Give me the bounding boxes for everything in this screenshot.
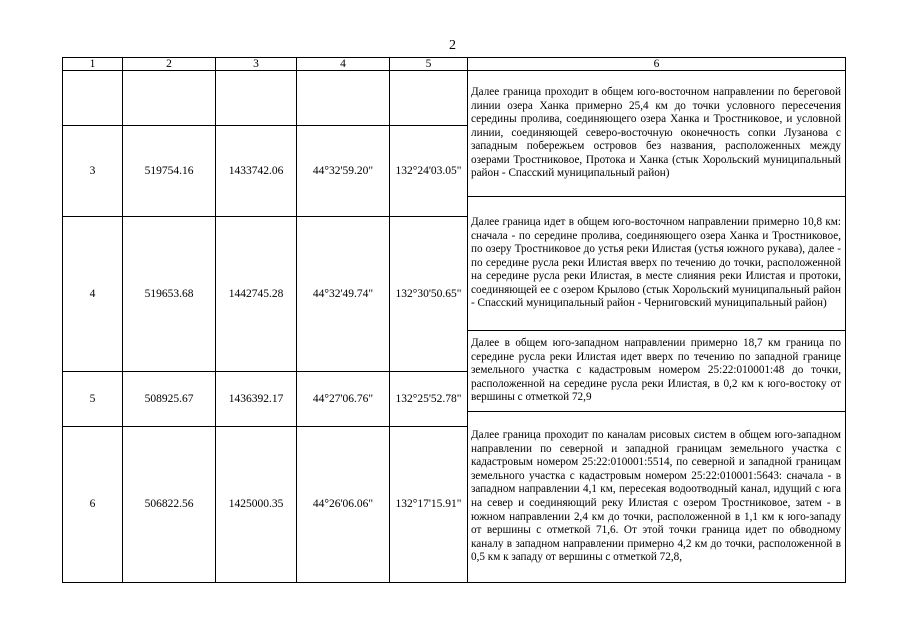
description-text: Далее граница проходит в общем юго-восточном направлении по береговой линии озера Ханка примерно 25,4 км до точки условного пересечения середины пролива, соединяющего озера Ханка и Тростниковое, и условной линии, соединяющей северо-восточную оконечность сопки Лузанова с западным побережьем островов без названия, расположенных между озерами Тростниковое, Протока и Ханка (стык Хорольский муниципальный район - Спасский муниципальный район) — [471, 86, 841, 180]
coord-y: 1425000.35 — [216, 427, 297, 583]
coord-x: 519653.68 — [123, 217, 216, 372]
coord-y: 1442745.28 — [216, 217, 297, 372]
coord-x: 506822.56 — [123, 427, 216, 583]
latitude: 44°32'59.20" — [297, 126, 390, 217]
header-cell: 6 — [468, 58, 846, 71]
boundary-table — [62, 57, 846, 583]
longitude: 132°17'15.91" — [390, 427, 468, 583]
point-number: 3 — [63, 126, 123, 217]
header-cell: 3 — [216, 58, 297, 71]
header-cell: 5 — [390, 58, 468, 71]
latitude: 44°26'06.06" — [297, 427, 390, 583]
description-text: Далее граница идет в общем юго-восточном направлении примерно 10,8 км: сначала - по середине пролива, соединяющего озера Ханка и Тростниковое, по озеру Тростниковое до устья реки Илистая (устья южного рукава), далее - по середине русла реки Илистая вверх по течению до точки, расположенной на середине русла реки Илистая, в месте слияния реки Илистая и протоки, соединяющей ее с озером Крылово (стык Хорольский муниципальный район - Спасский муниципальный район - Черниговский муниципальный район) — [471, 216, 841, 310]
latitude: 44°27'06.76" — [297, 372, 390, 427]
point-number: 6 — [63, 427, 123, 583]
coord-y: 1433742.06 — [216, 126, 297, 217]
description-text: Далее в общем юго-западном направлении примерно 18,7 км граница по середине русла реки Илистая идет вверх по течению по западной границе земельного участка с кадастровым номером 25:22:010001:48 до точки, расположенной на середине русла реки Илистая, в 0,2 км к юго-востоку от вершины с отметкой 72,9 — [471, 337, 841, 404]
longitude: 132°25'52.78" — [390, 372, 468, 427]
description-cell — [468, 71, 846, 197]
longitude: 132°24'03.05" — [390, 126, 468, 217]
point-number: 5 — [63, 372, 123, 427]
description-cell — [468, 331, 846, 412]
description-text: Далее граница проходит по каналам рисовых систем в общем юго-западном направлении по северной и западной границам земельного участка с кадастровым номером 25:22:010001:5514, по северной и западной границам земельного участка с кадастровым номером 25:22:010001:5643: сначала - в западном направлении 4,1 км, пересекая водоотводный канал, идущий с юга на север и соединяющий реку Илистая с озером Тростниковое, затем - в южном направлении 2,4 км до точки, расположенной в 1,1 км к юго-западу от вершины с отметкой 71,6. От этой точки граница идет по обводному каналу в западном направлении примерно 4,2 км до точки, расположенной в 0,5 км к западу от вершины с отметкой 72,8, — [471, 429, 841, 564]
description-cell — [468, 197, 846, 331]
table-header-row — [63, 58, 846, 71]
coord-x: 508925.67 — [123, 372, 216, 427]
header-cell: 2 — [123, 58, 216, 71]
page-number: 2 — [449, 38, 456, 53]
coord-y: 1436392.17 — [216, 372, 297, 427]
description-cell — [468, 412, 846, 583]
header-cell: 1 — [63, 58, 123, 71]
longitude: 132°30'50.65" — [390, 217, 468, 372]
coord-x: 519754.16 — [123, 126, 216, 217]
point-number: 4 — [63, 217, 123, 372]
latitude: 44°32'49.74" — [297, 217, 390, 372]
header-cell: 4 — [297, 58, 390, 71]
table-row — [63, 71, 846, 126]
